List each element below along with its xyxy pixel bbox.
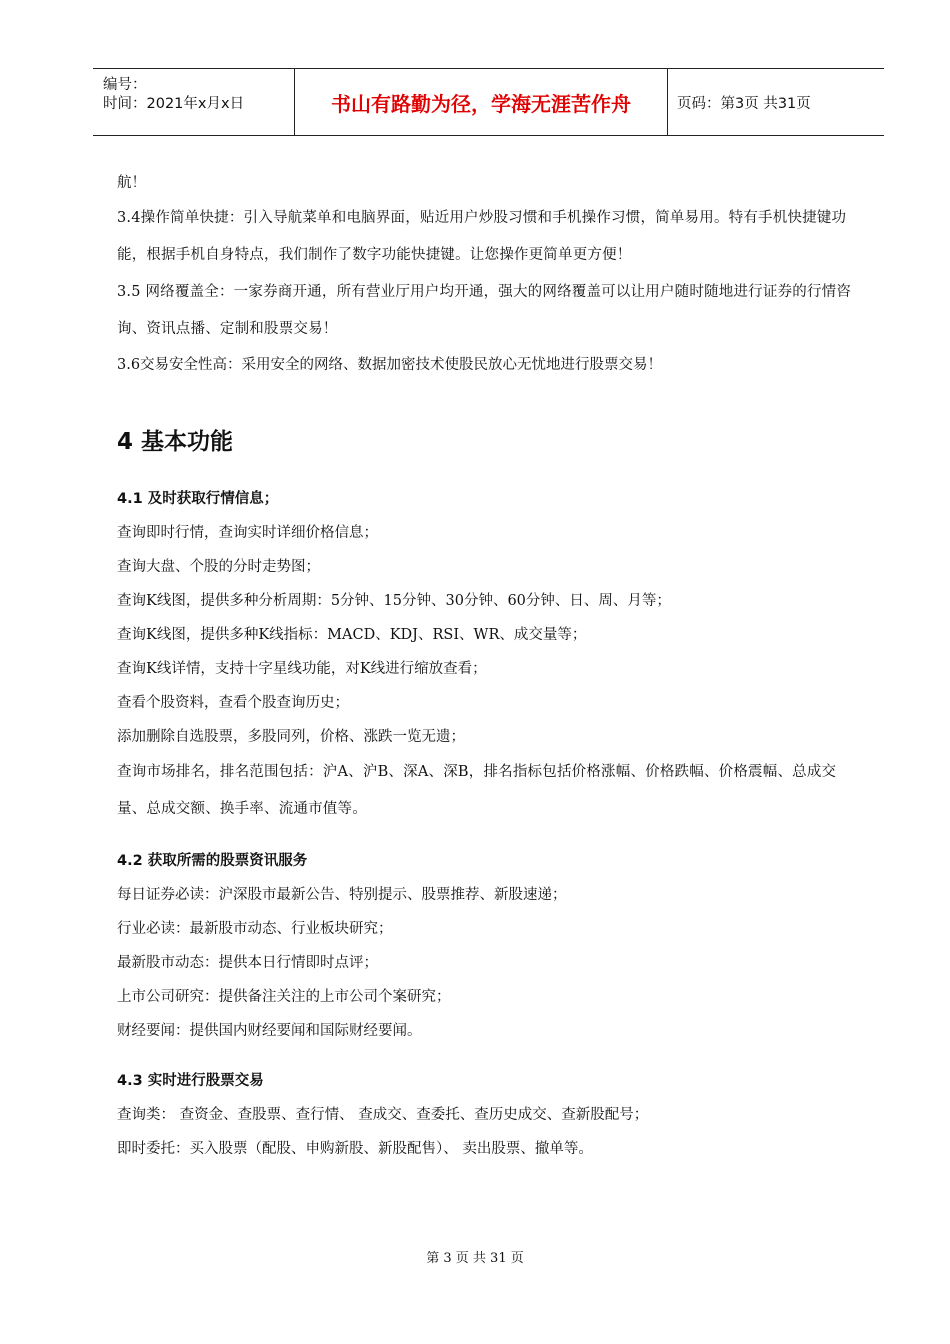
page-footer: 第 3 页 共 31 页 (426, 1251, 524, 1266)
list-item: 最新股市动态：提供本日行情即时点评； (117, 955, 378, 971)
list-item: 添加删除自选股票，多股同列，价格、涨跌一览无遗； (117, 729, 465, 745)
section-4-1-heading: 4.1 及时获取行情信息； (117, 491, 279, 507)
page-header (93, 68, 884, 136)
time-label: 时间：2021年x月x日 (103, 96, 245, 112)
header-page-info: 页码：第3页 共31页 (677, 95, 811, 112)
header-motto: 书山有路勤为径，学海无涯苦作舟 (295, 69, 668, 135)
document-body (117, 166, 862, 1166)
intro-item-3-5: 3.5 网络覆盖全：一家券商开通，所有营业厅用户均开通，强大的网络覆盖可以让用户随时随地进行证券的行情咨询、资讯点播、定制和股票交易！ (117, 284, 852, 337)
list-item: 每日证券必读：沪深股市最新公告、特别提示、股票推荐、新股速递； (117, 887, 567, 903)
list-item: 查询市场排名，排名范围包括：沪A、沪B、深A、深B，排名指标包括价格涨幅、价格跌幅、价格震幅、总成交量、总成交额、换手率、流通市值等。 (117, 764, 837, 817)
continuation-text: 航！ (117, 175, 146, 191)
list-item: 查询K线图，提供多种分析周期：5分钟、15分钟、30分钟、60分钟、日、周、月等； (117, 593, 671, 609)
list-item: 查询大盘、个股的分时走势图； (117, 559, 320, 575)
list-item: 行业必读：最新股市动态、行业板块研究； (117, 921, 393, 937)
list-item: 查询K线图，提供多种K线指标：MACD、KDJ、RSI、WR、成交量等； (117, 627, 587, 643)
section-4-heading: 4 基本功能 (117, 429, 234, 455)
intro-item-3-6: 3.6交易安全性高：采用安全的网络、数据加密技术使股民放心无忧地进行股票交易！ (117, 357, 663, 373)
list-item: 查询类： 查资金、查股票、查行情、 查成交、查委托、查历史成交、查新股配号； (117, 1107, 649, 1123)
number-label: 编号： (103, 77, 147, 93)
header-info-cell (93, 69, 295, 135)
list-item: 财经要闻：提供国内财经要闻和国际财经要闻。 (117, 1023, 422, 1039)
list-item: 查看个股资料，查看个股查询历史； (117, 695, 349, 711)
list-item: 查询即时行情，查询实时详细价格信息； (117, 525, 378, 541)
section-4-2-heading: 4.2 获取所需的股票资讯服务 (117, 853, 308, 869)
section-4-3-heading: 4.3 实时进行股票交易 (117, 1073, 264, 1089)
intro-item-3-4: 3.4操作简单快捷：引入导航菜单和电脑界面，贴近用户炒股习惯和手机操作习惯，简单易用。特有手机快捷键功能，根据手机自身特点，我们制作了数字功能快捷键。让您操作更简单更方便！ (117, 210, 847, 263)
list-item: 即时委托：买入股票（配股、申购新股、新股配售）、 卖出股票、撤单等。 (117, 1141, 593, 1157)
list-item: 查询K线详情，支持十字星线功能，对K线进行缩放查看； (117, 661, 487, 677)
list-item: 上市公司研究：提供备注关注的上市公司个案研究； (117, 989, 451, 1005)
